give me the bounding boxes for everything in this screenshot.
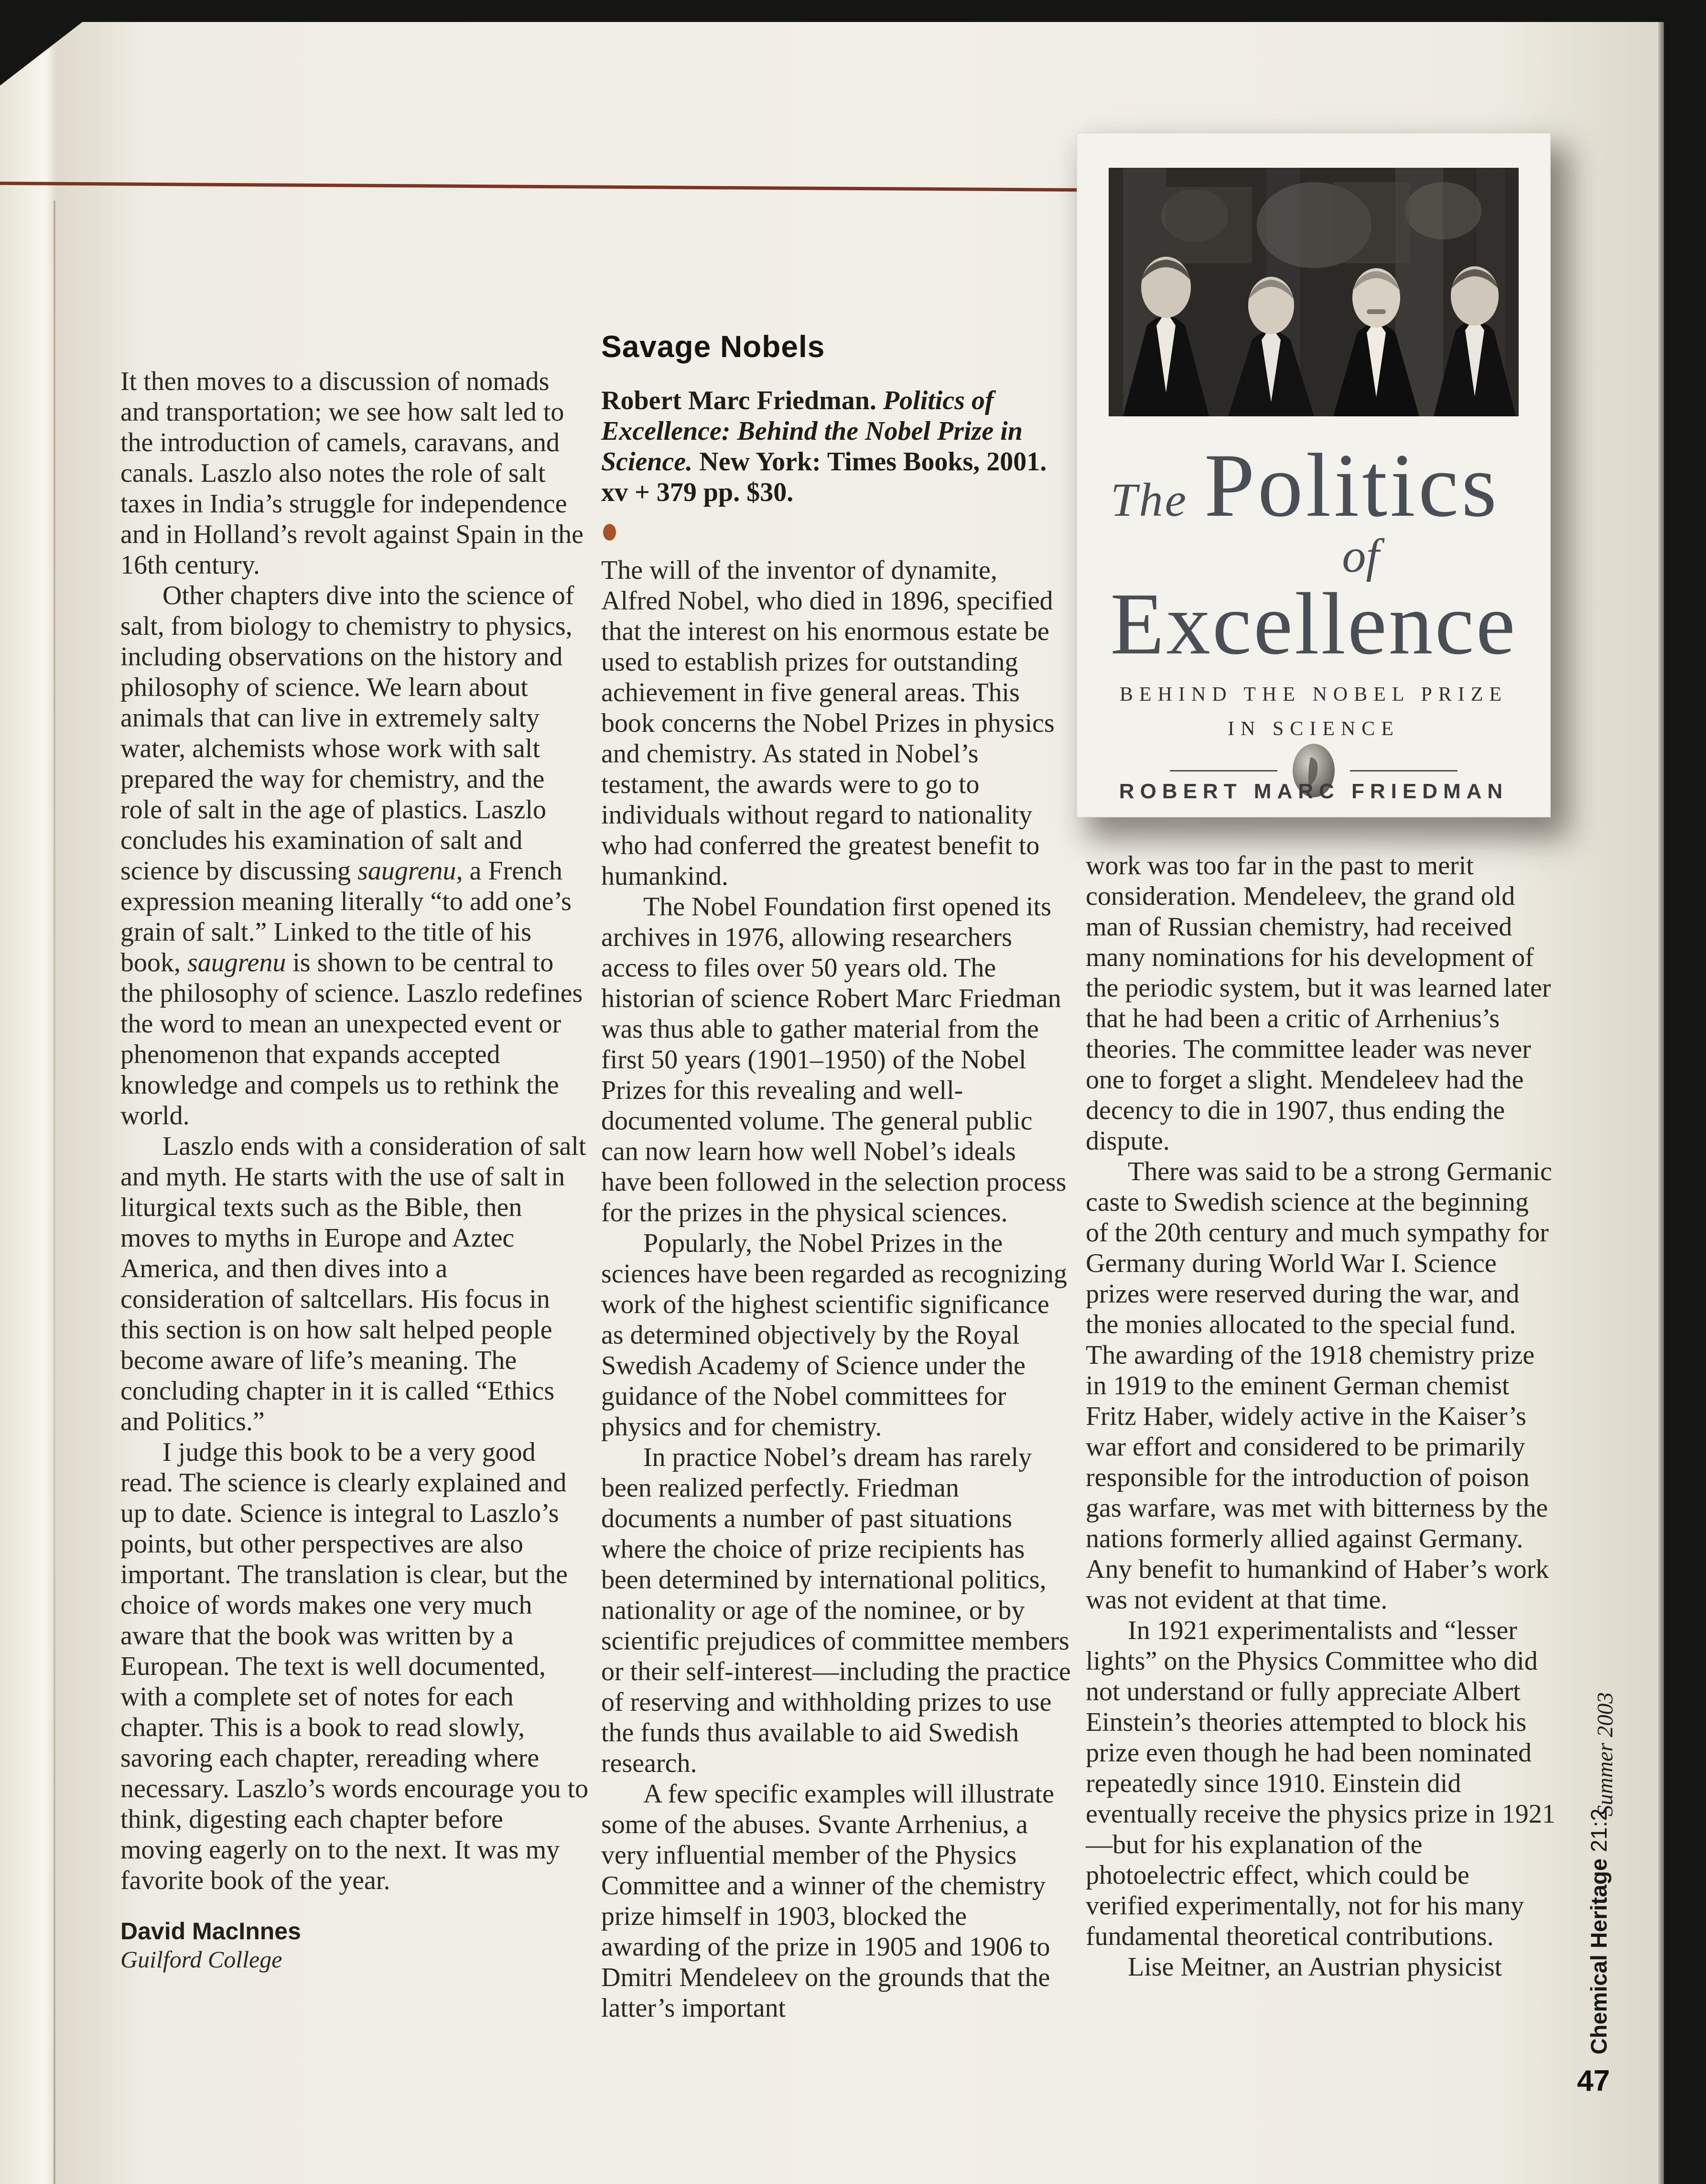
page-number: 47 — [1577, 2064, 1610, 2097]
body-paragraph: The Nobel Foundation first opened its archives in 1976, allowing researchers access to files over 50 years old. The historian of science Robert Marc Friedman was thus able to gather material from the first 50 years (1901–1950) of the Nobel Prizes for this revealing and well-documented volume. The general public can now learn how well Nobel’s ideals have been followed in the selection process for the prizes in the physical sciences. — [601, 892, 1067, 1228]
right-text-column — [1086, 850, 1556, 1982]
journal-masthead-vertical — [1586, 1808, 1612, 2054]
cover-title-politics: Politics — [1204, 435, 1500, 536]
body-paragraph: Lise Meitner, an Austrian physicist — [1128, 1952, 1502, 1982]
book-cover-photo — [1109, 168, 1519, 416]
body-paragraph: Other chapters dive into the science of salt, from biology to chemistry to physics, including observations on the history and philosophy of science. We learn about animals that can live in extremely salty water, alchemists whose work with salt prepared the way for chemistry, and the role of salt in the age of plastics. Laszlo concludes his examination of salt and science by discussing saugrenu, a French expression meaning literally “to add one’s grain of salt.” Linked to the title of his book, saugrenu is shown to be central to the philosophy of science. Laszlo redefines the word to mean an unexpected event or phenomenon that expands accepted knowledge and compels us to rethink the world. — [120, 581, 583, 1130]
cover-title-article: The — [1111, 473, 1188, 526]
review-heading: Savage Nobels — [601, 329, 825, 364]
body-paragraph: The will of the inventor of dynamite, Alfred Nobel, who died in 1896, specified that the interest on his enormous estate be used to establish prizes for outstanding achievement in five general areas. This book concerns the Nobel Prizes in physics and chemistry. As stated in Nobel’s testament, the awards were to go to individuals without regard to nationality who had conferred the greatest benefit to humankind. — [601, 555, 1055, 891]
cover-title-excellence: Excellence — [1110, 575, 1517, 673]
cover-author: ROBERT MARC FRIEDMAN — [1119, 780, 1509, 803]
book-cover — [1077, 133, 1551, 817]
cover-subtitle-line2: IN SCIENCE — [1228, 718, 1400, 740]
section-bullet-icon — [603, 524, 616, 541]
left-text-column — [120, 366, 591, 1973]
body-paragraph: A few specific examples will illustrate some of the abuses. Svante Arrhenius, a very influential member of the Physics Committee and a winner of the chemistry prize himself in 1903, blocked the awarding of the prize in 1905 and 1906 to Dmitri Mendeleev on the grounds that the latter’s important — [601, 1779, 1054, 2023]
body-paragraph: It then moves to a discussion of nomads and transportation; we see how salt led to the introduction of camels, caravans, and canals. Laszlo also notes the role of salt taxes in India’s struggle for independence and in Holland’s revolt against Spain in the 16th century. — [120, 367, 583, 580]
body-paragraph: In 1921 experimentalists and “lesser lights” on the Physics Committee who did not understand or fully appreciate Albert Einstein’s theories attempted to block his prize even though he had been nominated repeatedly since 1910. Einstein did eventually receive the physics prize in 1921—but for his explanation of the photoelectric effect, which could be verified experimentally, not for his many fundamental theoretical contributions. — [1086, 1616, 1555, 1951]
body-paragraph: Popularly, the Nobel Prizes in the sciences have been regarded as recognizing work of the highest scientific significance as determined objectively by the Royal Swedish Academy of Science under the guidance of the Nobel committees for physics and for chemistry. — [601, 1228, 1067, 1442]
cover-title-line1 — [1111, 434, 1517, 538]
middle-text-column — [601, 330, 1072, 2023]
spine-crease-line — [54, 201, 55, 2184]
body-paragraph: Laszlo ends with a consideration of salt and myth. He starts with the use of salt in liturgical texts such as the Bible, then moves to myths in Europe and Aztec America, and then dives into a consideration of saltcellars. His focus in this section is on how salt helped people become aware of life’s meaning. The concluding chapter in it is called “Ethics and Politics.” — [120, 1131, 586, 1436]
issue-date-vertical: Summer 2003 — [1593, 1692, 1618, 1816]
medal-rule-right — [1350, 770, 1458, 771]
body-paragraph: In practice Nobel’s dream has rarely been realized perfectly. Friedman documents a number of past situations where the choice of prize recipients has been determined by international politics, nationality or age of the nominee, or by scientific prejudices of committee members or their self-interest—including the practice of reserving and withholding prizes to use the funds thus available to aid Swedish research. — [601, 1443, 1071, 1778]
reviewer-name: David MacInnes — [120, 1918, 301, 1945]
reviewer-affiliation: Guilford College — [120, 1946, 282, 1973]
medal-rule-left — [1170, 770, 1277, 771]
body-paragraph: I judge this book to be a very good read. The science is clearly explained and up to date. Science is integral to Laszlo’s points, but other perspectives are also important. The translation is clear, but the choice of words makes one very much aware that the book was written by a European. The text is well documented, with a complete set of notes for each chapter. This is a book to read slowly, savoring each chapter, rereading where necessary. Laszlo’s words encourage you to think, digesting each chapter before moving eagerly on to the next. It was my favorite book of the year. — [120, 1437, 589, 1895]
book-citation: Robert Marc Friedman. Politics of Excellence: Behind the Nobel Prize in Science. New York: Times Books, 2001. xv + 379 pp. $30. — [601, 386, 1047, 507]
journal-name: Chemical Heritage — [1586, 1858, 1611, 2054]
page-edge — [1658, 22, 1664, 2184]
body-paragraph: There was said to be a strong Germanic caste to Swedish science at the beginning of the 20th century and much sympathy for Germany during World War I. Science prizes were reserved during the war, and the monies allocated to the special fund. The awarding of the 1918 chemistry prize in 1919 to the eminent German chemist Fritz Haber, widely active in the Kaiser’s war effort and considered to be primarily responsible for the introduction of poison gas warfare, was met with bitterness by the nations formerly allied against Germany. Any benefit to humankind of Haber’s work was not evident at that time. — [1086, 1157, 1552, 1615]
journal-volume: 21:2 — [1586, 1808, 1611, 1852]
cover-subtitle-line1: BEHIND THE NOBEL PRIZE — [1119, 684, 1508, 706]
body-paragraph: work was too far in the past to merit consideration. Mendeleev, the grand old man of Russian chemistry, had received many nominations for his development of the periodic system, but it was learned later that he had been a critic of Arrhenius’s theories. The committee leader was never one to forget a slight. Mendeleev had the decency to die in 1907, thus ending the dispute. — [1086, 851, 1551, 1156]
review-signature — [120, 1917, 591, 1973]
cover-title-of: of — [1342, 529, 1380, 582]
